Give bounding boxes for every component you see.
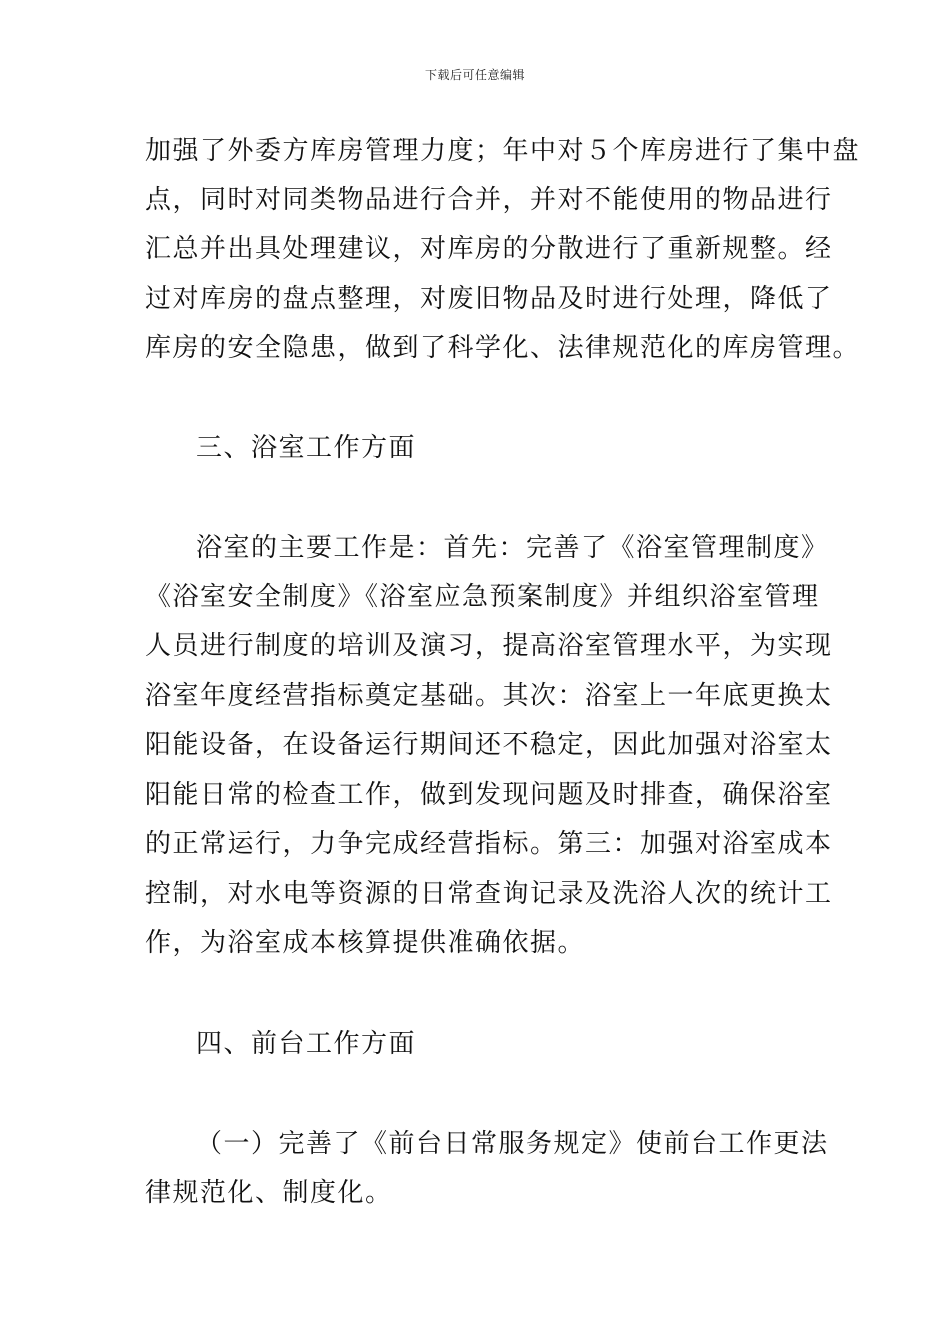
paragraph-line: 律规范化、制度化。 (145, 1178, 393, 1208)
paragraph-line: 作，为浴室成本核算提供准确依据。 (145, 928, 586, 958)
paragraph-line: 人员进行制度的培训及演习，提高浴室管理水平，为实现 (145, 631, 833, 661)
paragraph-line: 浴室的主要工作是：首先：完善了《浴室管理制度》 (196, 533, 829, 563)
page-header-note: 下载后可任意编辑 (424, 68, 525, 82)
paragraph-line: 库房的安全隐患，做到了科学化、法律规范化的库房管理。 (145, 333, 861, 363)
section-heading-front-desk: 四、前台工作方面 (196, 1029, 417, 1059)
paragraph-line: 阳能设备，在设备运行期间还不稳定，因此加强对浴室太 (145, 730, 833, 760)
paragraph-line: 汇总并出具处理建议，对库房的分散进行了重新规整。经 (145, 234, 833, 264)
paragraph-line: 《浴室安全制度》《浴室应急预案制度》并组织浴室管理 (145, 582, 820, 612)
paragraph-line: （一）完善了《前台日常服务规定》使前台工作更法 (196, 1129, 829, 1159)
paragraph-line: 过对库房的盘点整理，对废旧物品及时进行处理，降低了 (145, 284, 833, 314)
paragraph-line: 阳能日常的检查工作，做到发现问题及时排查，确保浴室 (145, 780, 833, 810)
paragraph-line: 点，同时对同类物品进行合并，并对不能使用的物品进行 (145, 185, 833, 215)
paragraph-line: 加强了外委方库房管理力度；年中对５个库房进行了集中盘 (145, 136, 861, 166)
paragraph-line: 控制，对水电等资源的日常查询记录及洗浴人次的统计工 (145, 879, 833, 909)
paragraph-line: 浴室年度经营指标奠定基础。其次：浴室上一年底更换太 (145, 681, 833, 711)
paragraph-line: 的正常运行，力争完成经营指标。第三：加强对浴室成本 (145, 829, 833, 859)
section-heading-bathhouse: 三、浴室工作方面 (196, 433, 417, 463)
